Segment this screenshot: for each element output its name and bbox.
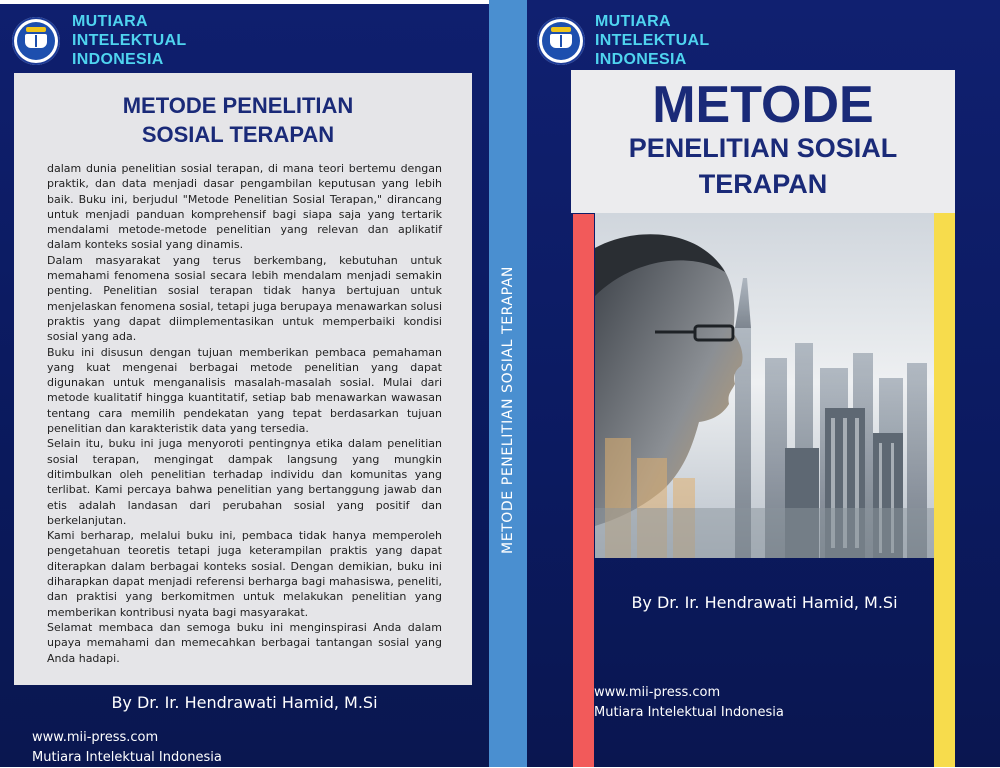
- cover-photo: [595, 208, 934, 558]
- businessman-city-double-exposure-image: [595, 208, 934, 558]
- brand-line-2: INTELEKTUAL: [72, 32, 187, 49]
- front-title-line-2: PENELITIAN SOSIAL: [628, 133, 898, 163]
- brand-line-3: INDONESIA: [595, 51, 687, 68]
- back-blurb: [47, 161, 442, 666]
- back-author: By Dr. Ir. Hendrawati Hamid, M.Si: [111, 693, 378, 712]
- brand-name: [595, 12, 709, 69]
- back-title: [14, 91, 462, 149]
- blurb-paragraph: Dalam masyarakat yang terus berkembang, kebutuhan untuk memahami fenomena sosial secara lebih mendalam menjadi semakin penting. Penelitian sosial terapan tidak hanya bertujuan untuk menjelaskan fenomena sosial, tetapi juga berupaya menawarkan solusi praktis yang dapat diimplementasikan untuk memperbaiki kondisi sosial yang ada.: [47, 253, 443, 344]
- back-text-panel: [14, 73, 472, 685]
- red-accent-bar: [573, 214, 594, 767]
- front-author: By Dr. Ir. Hendrawati Hamid, M.Si: [631, 593, 898, 612]
- spine-title: METODE PENELITIAN SOSIAL TERAPAN: [500, 266, 516, 554]
- brand-line-1: MUTIARA: [72, 13, 148, 30]
- back-title-line-2: SOSIAL TERAPAN: [141, 122, 335, 147]
- front-title-box: [571, 70, 955, 213]
- front-publisher-name: Mutiara Intelektual Indonesia: [594, 705, 784, 720]
- front-publisher-info: [594, 683, 784, 723]
- brand-line-3: INDONESIA: [72, 51, 164, 68]
- back-title-line-1: METODE PENELITIAN: [122, 93, 354, 118]
- blurb-paragraph: Selain itu, buku ini juga menyoroti pentingnya etika dalam penelitian sosial terapan, mengingat dampak langsung yang mungkin ditimbulkan oleh penelitian terhadap individu dan komunitas yang terlibat. Kami percaya bahwa penelitian yang bertanggung jawab dan etis adalah landasan dari perubahan sosial yang positif dan berkelanjutan.: [47, 437, 442, 527]
- blurb-paragraph: dalam dunia penelitian sosial terapan, di mana teori bertemu dengan praktik, dan data menjadi dasar pengambilan keputusan yang lebih baik. Buku ini, berjudul "Metode Penelitian Sosial Terapan," dirancang untuk menjadi panduan komprehensif bagi siapa saja yang tertarik mendalami metode-metode penelitian yang relevan dan aplikatif dalam konteks sosial yang dinamis.: [47, 162, 442, 252]
- yellow-accent-bar: [934, 143, 955, 767]
- blurb-paragraph: Buku ini disusun dengan tujuan memberikan pembaca pemahaman yang kuat mengenai berbagai metode penelitian yang dapat digunakan untuk menganalisis masalah-masalah sosial. Mulai dari metode kualitatif hingga kuantitatif, setiap bab menawarkan wawasan tentang cara memilih pendekatan yang tepat berdasarkan tujuan penelitian dan karakteristik data yang tersedia.: [47, 345, 442, 436]
- back-publisher-info: [32, 728, 222, 768]
- brand-line-1: MUTIARA: [595, 13, 671, 30]
- publisher-logo-icon: [12, 17, 60, 65]
- publisher-logo-icon: [537, 17, 585, 65]
- front-website-link[interactable]: www.mii-press.com: [594, 685, 721, 700]
- back-website-link[interactable]: www.mii-press.com: [32, 730, 159, 745]
- blurb-paragraph: Kami berharap, melalui buku ini, pembaca tidak hanya memperoleh pengetahuan teoretis tetapi juga keterampilan praktis yang dapat diterapkan dalam berbagai konteks sosial. Dengan demikian, buku ini diharapkan dapat menjadi referensi berharga bagi mahasiswa, peneliti, dan praktisi yang berkomitmen untuk melakukan penelitian yang memberikan kontribusi nyata bagi masyarakat.: [47, 529, 442, 619]
- front-subtitle: [571, 130, 955, 202]
- front-title-line-3: TERAPAN: [698, 169, 828, 199]
- brand-name: [72, 12, 186, 69]
- brand-line-2: INTELEKTUAL: [595, 32, 710, 49]
- front-title-line-1: METODE: [652, 76, 874, 134]
- blurb-paragraph: Selamat membaca dan semoga buku ini menginspirasi Anda dalam upaya memahami dan memecahkan berbagai tantangan sosial yang Anda hadapi.: [47, 620, 442, 665]
- back-publisher-name: Mutiara Intelektual Indonesia: [32, 750, 222, 765]
